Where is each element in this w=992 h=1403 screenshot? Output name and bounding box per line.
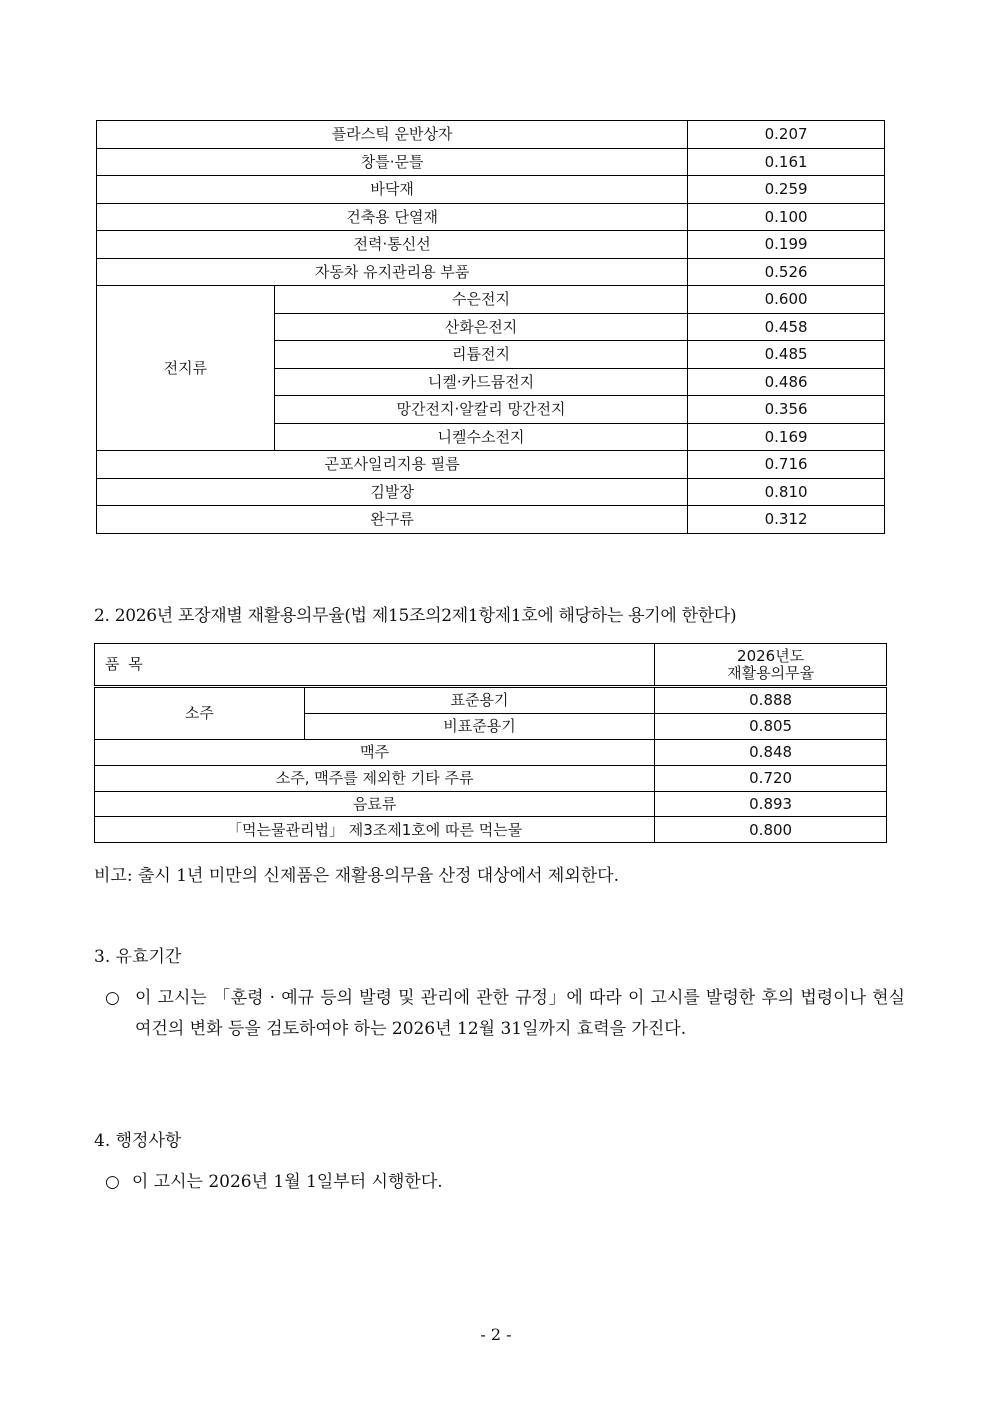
item-value: 0.161 xyxy=(688,148,885,176)
item-name: 소주, 맥주를 제외한 기타 주류 xyxy=(95,765,655,791)
section-4-heading: 4. 행정사항 xyxy=(94,1131,182,1151)
section-3-paragraph xyxy=(105,983,905,1045)
section-4-paragraph xyxy=(105,1167,443,1192)
table-row xyxy=(97,121,885,149)
table-row xyxy=(95,739,887,765)
header-item: 품 목 xyxy=(95,644,655,687)
page-number: - 2 - xyxy=(480,1325,512,1344)
item-value: 0.458 xyxy=(688,313,885,341)
item-name: 표준용기 xyxy=(304,687,655,714)
battery-group-label: 전지류 xyxy=(97,286,275,451)
item-name: 플라스틱 운반상자 xyxy=(97,121,688,149)
item-name: 전력·통신선 xyxy=(97,231,688,259)
header-rate-line1: 2026년도 xyxy=(737,647,805,665)
section-3-text: 이 고시는 「훈령 · 예규 등의 발령 및 관리에 관한 규정」에 따라 이 고시를 발령한 후의 법령이나 현실 여건의 변화 등을 검토하여야 하는 2026년 12월 31일까지 효력을 가진다. xyxy=(135,988,905,1039)
item-name: 니켈수소전지 xyxy=(274,423,687,451)
packaging-recycling-rate-table xyxy=(94,643,887,843)
section-4-text: 이 고시는 2026년 1월 1일부터 시행한다. xyxy=(131,1172,443,1192)
item-name: 바닥재 xyxy=(97,176,688,204)
item-name: 니켈·카드뮴전지 xyxy=(274,368,687,396)
section-2-heading: 2. 2026년 포장재별 재활용의무율(법 제15조의2제1항제1호에 해당하는 용기에 한한다) xyxy=(94,606,737,626)
item-name: 건축용 단열재 xyxy=(97,203,688,231)
bullet-circle-icon: ○ xyxy=(105,1172,120,1192)
item-value: 0.486 xyxy=(688,368,885,396)
table-row xyxy=(97,478,885,506)
item-value: 0.600 xyxy=(688,286,885,314)
item-name: 리튬전지 xyxy=(274,341,687,369)
table-row xyxy=(97,286,885,314)
item-name: 산화은전지 xyxy=(274,313,687,341)
item-value: 0.716 xyxy=(688,451,885,479)
item-value: 0.169 xyxy=(688,423,885,451)
item-name: 「먹는물관리법」 제3조제1호에 따른 먹는물 xyxy=(95,817,655,843)
item-value: 0.526 xyxy=(688,258,885,286)
item-name: 망간전지·알칼리 망간전지 xyxy=(274,396,687,424)
item-value: 0.199 xyxy=(688,231,885,259)
item-name: 비표준용기 xyxy=(304,713,655,739)
item-name: 맥주 xyxy=(95,739,655,765)
table-row xyxy=(95,765,887,791)
table-row xyxy=(97,176,885,204)
recycling-rate-table-continued xyxy=(96,120,885,534)
item-value: 0.720 xyxy=(655,765,887,791)
item-value: 0.805 xyxy=(655,713,887,739)
item-value: 0.848 xyxy=(655,739,887,765)
item-value: 0.356 xyxy=(688,396,885,424)
header-rate xyxy=(655,644,887,687)
item-name: 완구류 xyxy=(97,506,688,534)
item-name: 수은전지 xyxy=(274,286,687,314)
item-value: 0.100 xyxy=(688,203,885,231)
table-row xyxy=(97,231,885,259)
item-value: 0.259 xyxy=(688,176,885,204)
bullet-circle-icon: ○ xyxy=(105,988,120,1008)
table-note: 비고: 출시 1년 미만의 신제품은 재활용의무율 산정 대상에서 제외한다. xyxy=(94,866,619,886)
table-row xyxy=(97,148,885,176)
table-row xyxy=(97,258,885,286)
table-row xyxy=(95,687,887,714)
item-name: 곤포사일리지용 필름 xyxy=(97,451,688,479)
item-name: 음료류 xyxy=(95,791,655,817)
header-rate-line2: 재활용의무율 xyxy=(727,663,815,682)
table-row xyxy=(97,203,885,231)
item-name: 김발장 xyxy=(97,478,688,506)
item-name: 자동차 유지관리용 부품 xyxy=(97,258,688,286)
item-value: 0.485 xyxy=(688,341,885,369)
item-name: 창틀·문틀 xyxy=(97,148,688,176)
item-value: 0.207 xyxy=(688,121,885,149)
table-row xyxy=(97,451,885,479)
soju-group-label: 소주 xyxy=(95,687,305,740)
item-value: 0.893 xyxy=(655,791,887,817)
section-3-heading: 3. 유효기간 xyxy=(94,947,182,967)
table-header-row xyxy=(95,644,887,687)
item-value: 0.888 xyxy=(655,687,887,714)
table-row xyxy=(95,791,887,817)
item-value: 0.800 xyxy=(655,817,887,843)
item-value: 0.810 xyxy=(688,478,885,506)
item-value: 0.312 xyxy=(688,506,885,534)
table-row xyxy=(97,506,885,534)
table-row xyxy=(95,817,887,843)
